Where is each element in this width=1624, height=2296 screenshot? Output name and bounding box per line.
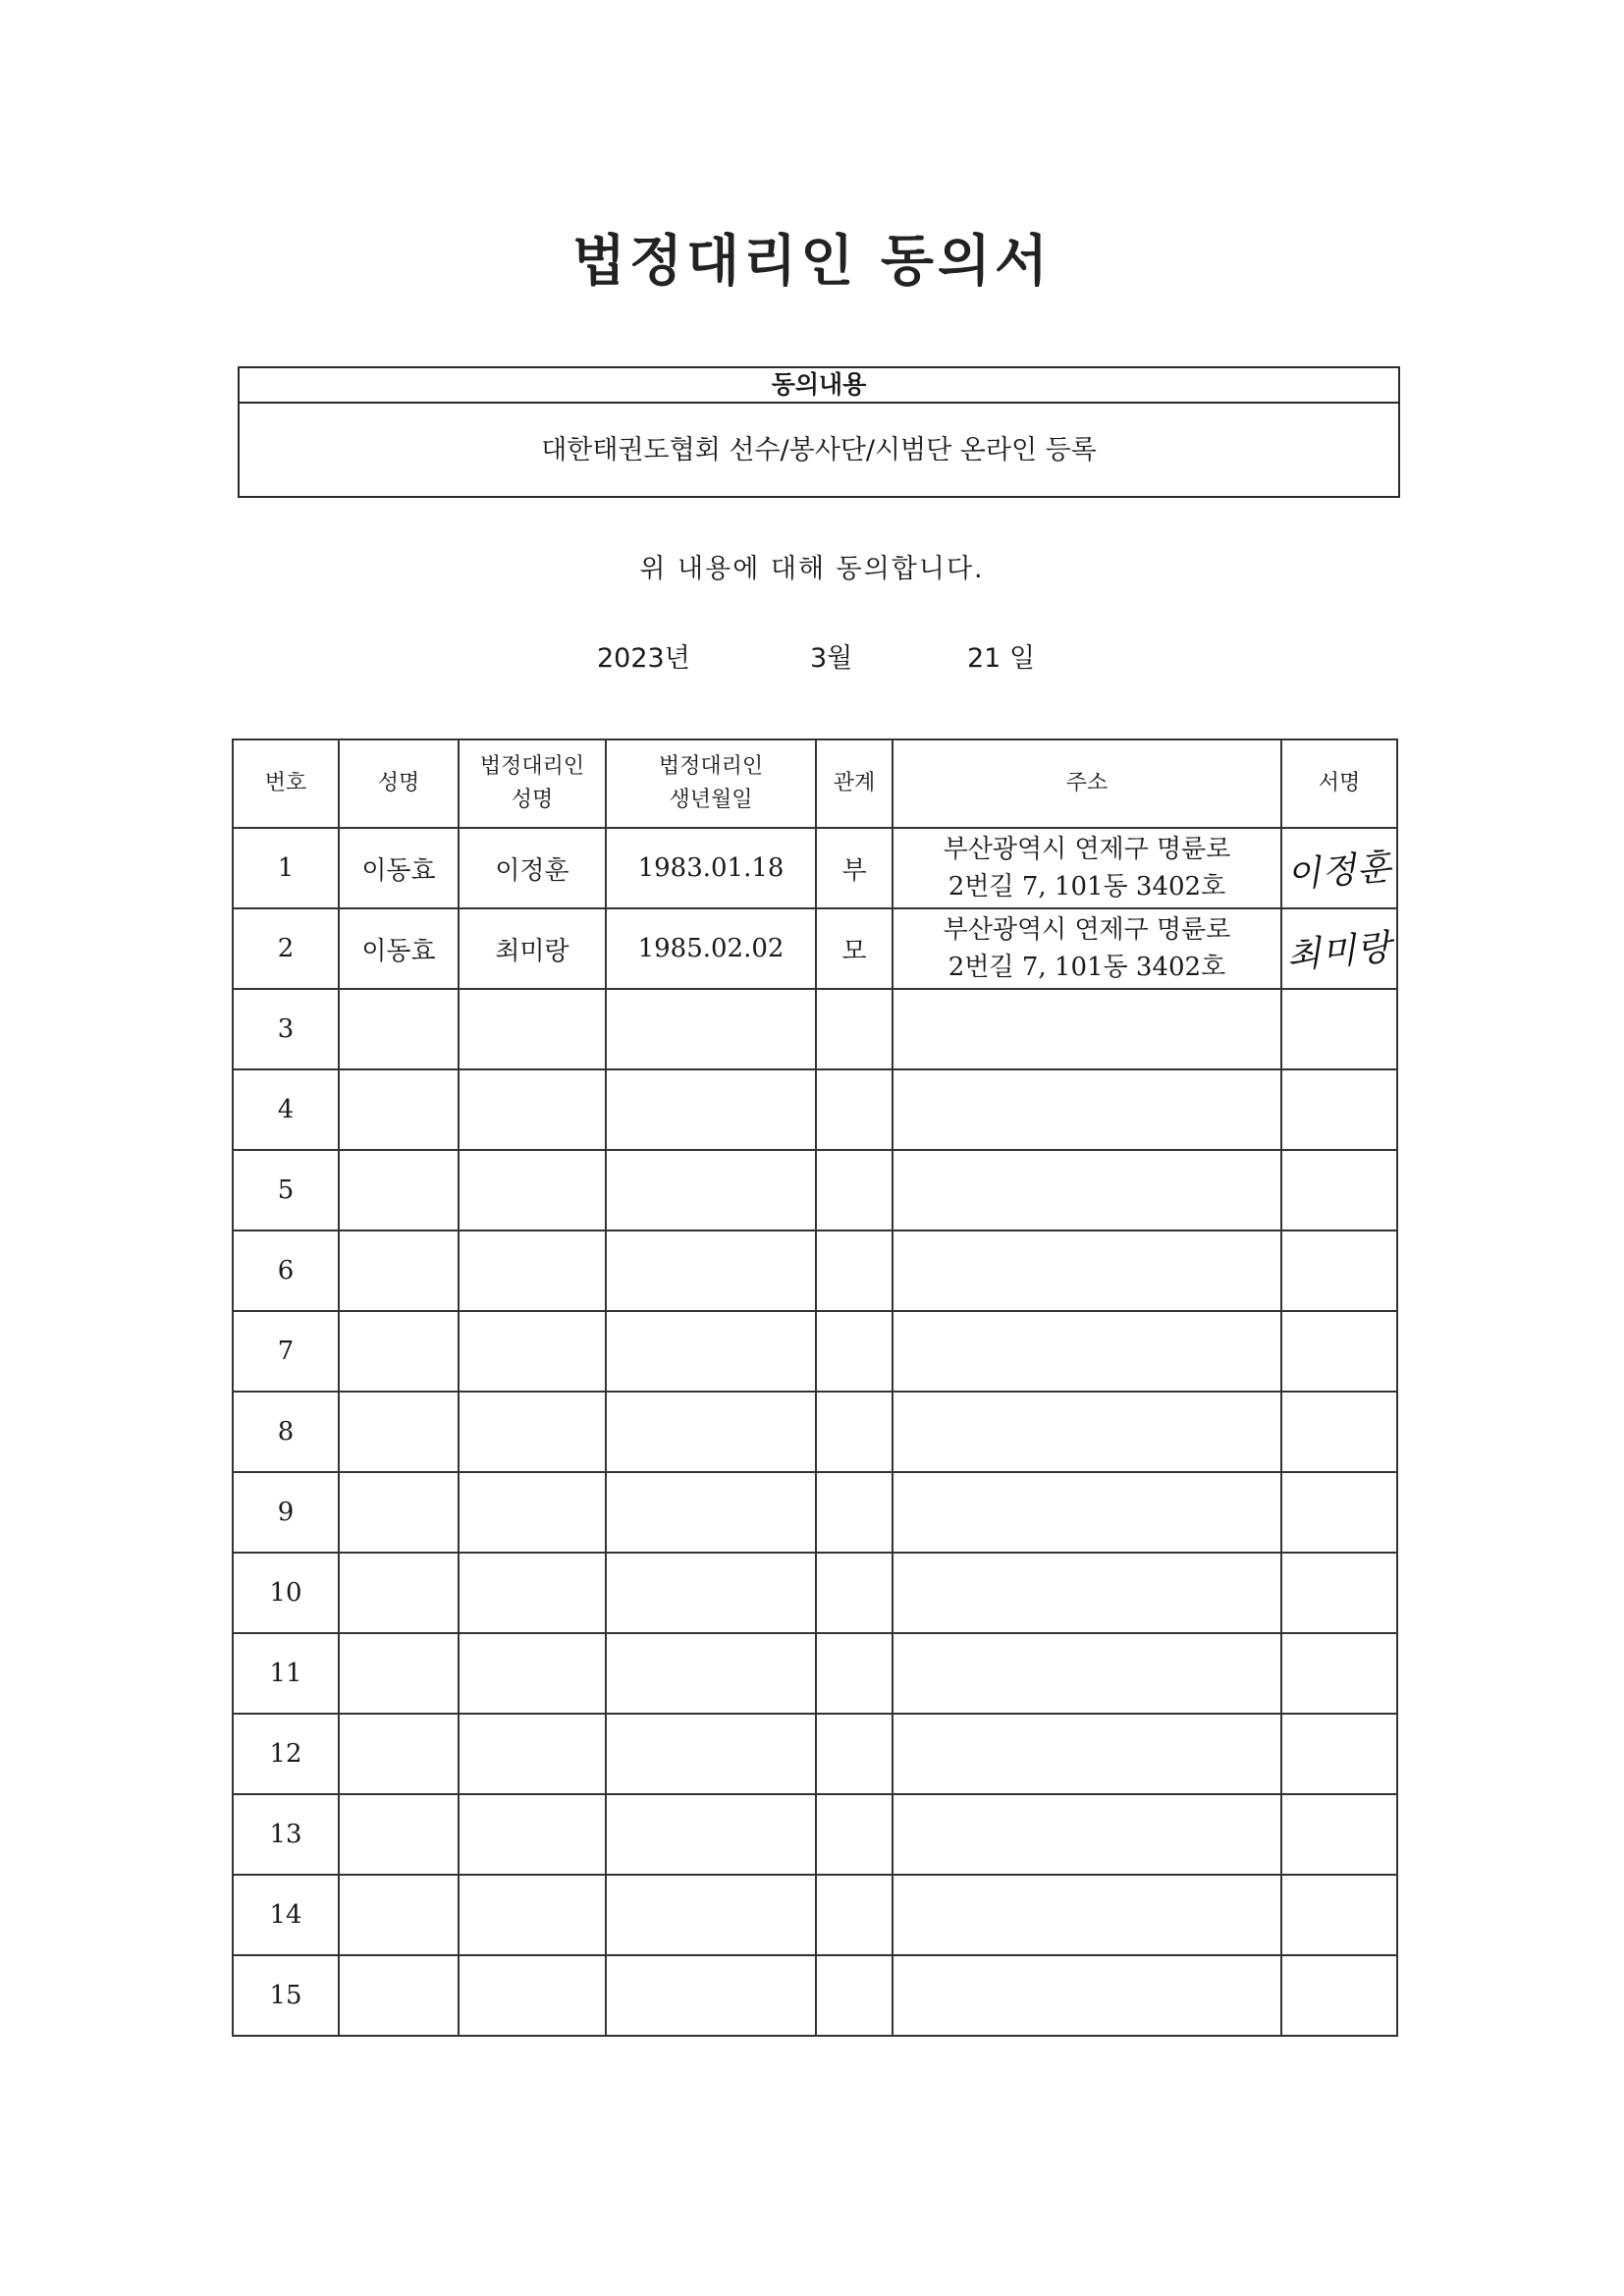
row-no-cell: 9 [233, 1472, 339, 1553]
row-name-cell [339, 1553, 459, 1633]
row-signature-cell [1281, 828, 1397, 908]
table-row [233, 1714, 1397, 1794]
row-relation-cell [816, 1069, 893, 1150]
header-no: 번호 [233, 739, 339, 828]
row-rep-birth-cell [606, 1875, 816, 1955]
row-relation-cell [816, 1392, 893, 1472]
row-signature-cell [1281, 1311, 1397, 1392]
row-name-cell [339, 1794, 459, 1875]
table-row [233, 1955, 1397, 2036]
row-no-cell: 6 [233, 1230, 339, 1311]
row-rep-name-cell [459, 1794, 606, 1875]
row-name-cell [339, 1875, 459, 1955]
row-address-cell [893, 1794, 1281, 1875]
header-relation: 관계 [816, 739, 893, 828]
row-rep-name-cell [459, 1150, 606, 1230]
header-rep-birth [606, 739, 816, 828]
row-signature-cell [1281, 1553, 1397, 1633]
row-rep-name-cell [459, 1472, 606, 1553]
row-signature-cell [1281, 1150, 1397, 1230]
row-no-cell: 1 [233, 828, 339, 908]
handwritten-signature: 최미랑 [1285, 926, 1394, 977]
row-address-cell [893, 1633, 1281, 1714]
row-address-cell [893, 1875, 1281, 1955]
row-no-cell: 5 [233, 1150, 339, 1230]
table-row [233, 1472, 1397, 1553]
row-signature-cell [1281, 1472, 1397, 1553]
row-name-cell [339, 1069, 459, 1150]
row-rep-birth-cell [606, 1794, 816, 1875]
row-name-cell [339, 989, 459, 1069]
row-address-cell [893, 1392, 1281, 1472]
address-line1: 부산광역시 연제구 명륜로 [943, 835, 1231, 864]
row-rep-name-cell [459, 1553, 606, 1633]
row-rep-birth-cell [606, 1069, 816, 1150]
row-address-cell [893, 1714, 1281, 1794]
row-rep-birth-cell: 1985.02.02 [606, 908, 816, 989]
representatives-table [232, 738, 1398, 2037]
row-rep-name-cell [459, 1875, 606, 1955]
row-rep-name-cell [459, 1633, 606, 1714]
row-signature-cell [1281, 1875, 1397, 1955]
header-rep-name [459, 739, 606, 828]
header-rep-name-line1: 법정대리인 [479, 754, 585, 779]
consent-box [238, 366, 1400, 498]
row-rep-birth-cell: 1983.01.18 [606, 828, 816, 908]
table-row [233, 908, 1397, 989]
row-no-cell: 15 [233, 1955, 339, 2036]
row-rep-birth-cell [606, 1150, 816, 1230]
table-row [233, 1553, 1397, 1633]
row-address-cell [893, 828, 1281, 908]
row-name-cell [339, 1955, 459, 2036]
header-rep-birth-line2: 생년월일 [669, 788, 753, 812]
header-signature: 서명 [1281, 739, 1397, 828]
row-name-cell [339, 1392, 459, 1472]
row-relation-cell [816, 1714, 893, 1794]
row-name-cell [339, 1311, 459, 1392]
address-line1: 부산광역시 연제구 명륜로 [943, 915, 1231, 945]
row-address-cell [893, 1472, 1281, 1553]
row-rep-birth-cell [606, 1392, 816, 1472]
row-signature-cell [1281, 908, 1397, 989]
row-address-cell [893, 1230, 1281, 1311]
row-signature-cell [1281, 1633, 1397, 1714]
row-rep-name-cell [459, 1230, 606, 1311]
row-no-cell: 11 [233, 1633, 339, 1714]
row-relation-cell [816, 1955, 893, 2036]
row-relation-cell [816, 1311, 893, 1392]
row-address-cell [893, 989, 1281, 1069]
agreement-statement: 위 내용에 대해 동의합니다. [639, 554, 985, 584]
row-no-cell: 13 [233, 1794, 339, 1875]
row-relation-cell [816, 1875, 893, 1955]
handwritten-signature: 이정훈 [1285, 846, 1394, 897]
header-name: 성명 [339, 739, 459, 828]
table-row [233, 1311, 1397, 1392]
row-no-cell: 4 [233, 1069, 339, 1150]
row-relation-cell [816, 1150, 893, 1230]
row-signature-cell [1281, 1230, 1397, 1311]
row-name-cell [339, 1714, 459, 1794]
row-signature-cell [1281, 1392, 1397, 1472]
row-relation-cell [816, 989, 893, 1069]
row-signature-cell [1281, 1069, 1397, 1150]
row-rep-birth-cell [606, 1553, 816, 1633]
table-row [233, 1392, 1397, 1472]
row-name-cell [339, 1472, 459, 1553]
address-line2: 2번길 7, 101동 3402호 [947, 953, 1226, 982]
row-rep-name-cell [459, 1392, 606, 1472]
row-name-cell [339, 1230, 459, 1311]
row-signature-cell [1281, 989, 1397, 1069]
table-row [233, 989, 1397, 1069]
consent-header: 동의내용 [240, 368, 1398, 404]
row-address-cell [893, 1553, 1281, 1633]
row-no-cell: 10 [233, 1553, 339, 1633]
row-no-cell: 14 [233, 1875, 339, 1955]
row-address-cell [893, 1150, 1281, 1230]
header-rep-birth-line1: 법정대리인 [658, 754, 764, 779]
row-address-cell [893, 908, 1281, 989]
table-body [233, 828, 1397, 2036]
page-title: 법정대리인 동의서 [571, 230, 1053, 294]
row-relation-cell [816, 1553, 893, 1633]
row-relation-cell [816, 1472, 893, 1553]
row-rep-name-cell [459, 989, 606, 1069]
table-row [233, 1069, 1397, 1150]
row-rep-birth-cell [606, 989, 816, 1069]
row-relation-cell: 부 [816, 828, 893, 908]
header-address: 주소 [893, 739, 1281, 828]
table-row [233, 828, 1397, 908]
row-address-cell [893, 1955, 1281, 2036]
table-row [233, 1875, 1397, 1955]
row-rep-birth-cell [606, 1633, 816, 1714]
row-rep-birth-cell [606, 1472, 816, 1553]
address-line2: 2번길 7, 101동 3402호 [947, 872, 1226, 902]
table-header-row [233, 739, 1397, 828]
row-relation-cell [816, 1230, 893, 1311]
row-no-cell: 2 [233, 908, 339, 989]
table-row [233, 1150, 1397, 1230]
table-row [233, 1633, 1397, 1714]
row-no-cell: 3 [233, 989, 339, 1069]
row-rep-name-cell: 이정훈 [459, 828, 606, 908]
date-day: 21 일 [967, 643, 1036, 674]
table-row [233, 1794, 1397, 1875]
row-no-cell: 8 [233, 1392, 339, 1472]
row-rep-name-cell: 최미랑 [459, 908, 606, 989]
row-no-cell: 12 [233, 1714, 339, 1794]
row-no-cell: 7 [233, 1311, 339, 1392]
row-rep-name-cell [459, 1714, 606, 1794]
consent-body: 대한태권도협회 선수/봉사단/시범단 온라인 등록 [541, 435, 1097, 465]
row-rep-name-cell [459, 1311, 606, 1392]
row-name-cell [339, 1633, 459, 1714]
row-address-cell [893, 1311, 1281, 1392]
row-rep-name-cell [459, 1955, 606, 2036]
date-month: 3월 [810, 643, 853, 674]
row-name-cell: 이동효 [339, 828, 459, 908]
row-relation-cell [816, 1633, 893, 1714]
table-row [233, 1230, 1397, 1311]
row-name-cell: 이동효 [339, 908, 459, 989]
row-signature-cell [1281, 1714, 1397, 1794]
row-relation-cell [816, 1794, 893, 1875]
row-signature-cell [1281, 1955, 1397, 2036]
row-rep-birth-cell [606, 1230, 816, 1311]
row-rep-name-cell [459, 1069, 606, 1150]
row-address-cell [893, 1069, 1281, 1150]
row-signature-cell [1281, 1794, 1397, 1875]
row-rep-birth-cell [606, 1311, 816, 1392]
row-rep-birth-cell [606, 1955, 816, 2036]
header-rep-name-line2: 성명 [511, 788, 554, 812]
row-relation-cell: 모 [816, 908, 893, 989]
row-rep-birth-cell [606, 1714, 816, 1794]
row-name-cell [339, 1150, 459, 1230]
date-year: 2023년 [597, 643, 690, 674]
